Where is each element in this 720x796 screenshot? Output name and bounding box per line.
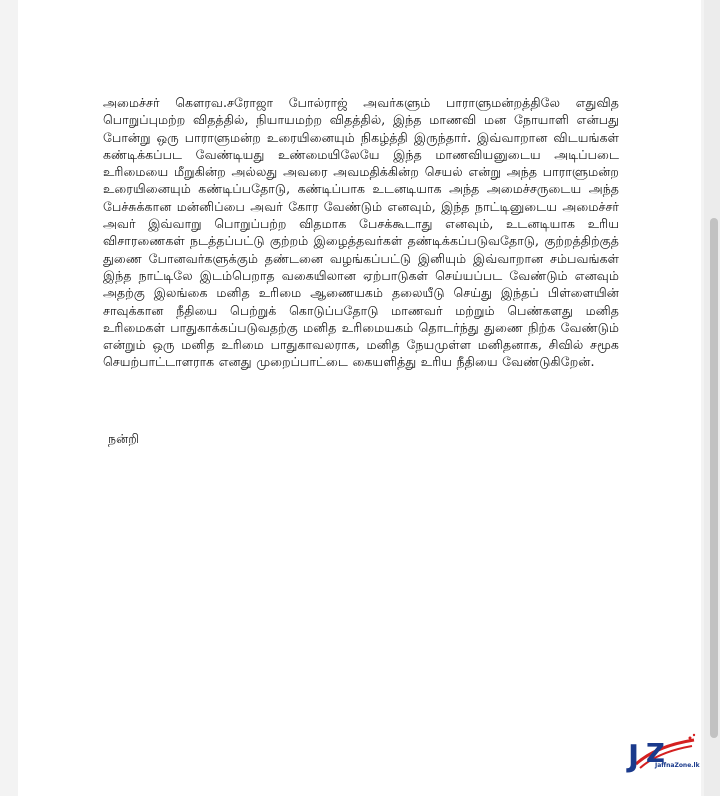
jaffnazone-logo [626, 726, 698, 778]
jaffnazone-logo-mark [626, 726, 698, 778]
scrollbar-thumb[interactable] [710, 218, 718, 738]
svg-text:J: J [628, 739, 640, 774]
letter-body-paragraph: அமைச்சர் கௌரவ.சரோஜா போல்ராஜ் அவர்களும் பாராளுமன்றத்திலே எதுவித பொறுப்புமற்ற விதத்தில், நியாயமற்ற விதத்தில், இந்த மாணவி மன நோயாளி என்பது போன்று ஒரு பாராளுமன்ற உரையினையும் நிகழ்த்தி இருந்தார். இவ்வாறான விடயங்கள் கண்டிக்கப்பட வேண்டியது உண்மையிலேயே இந்த மாணவியனுடைய அடிப்படை உரிமையை மீறுகின்ற அல்லது அவரை அவமதிக்கின்ற செயல் என்று அந்த பாராளுமன்ற உரையினையும் கண்டிப்பதோடு, கண்டிப்பாக உடனடியாக அந்த அமைச்சருடைய அந்த பேச்சுக்கான மன்னிப்பை அவர் கோர வேண்டும் எனவும், இந்த நாட்டினுடைய அமைச்சர் அவர் இவ்வாறு பொறுப்பற்ற விதமாக பேசக்கூடாது எனவும், உடனடியாக உரிய விசாரணைகள் நடத்தப்பட்டு குற்றம் இழைத்தவர்கள் தண்டிக்கப்படுவதோடு, குற்றத்திற்குத் துணை போனவர்களுக்கும் தண்டனை வழங்கப்பட்டு இனியும் இவ்வாறான சம்பவங்கள் இந்த நாட்டிலே இடம்பெறாத வகையிலான ஏற்பாடுகள் செய்யப்பட வேண்டும் எனவும் அதற்கு இலங்கை மனித உரிமை ஆணையகம் தலையீடு செய்து இந்தப் பிள்ளையின் சாவுக்கான நீதியை பெற்றுக் கொடுப்பதோடு மாணவர் மற்றும் பெண்களது மனித உரிமைகள் பாதுகாக்கப்படுவதற்கு மனித உரிமையகம் தொடர்ந்து துணை நிற்க வேண்டும் என்றும் ஒரு மனித உரிமை பாதுகாவலராக, மனித நேயமுள்ள மனிதனாக, சிவில் சமூக செயற்பாட்டாளராக எனது முறைப்பாட்டை கையளித்து உரிய நீதியை வேண்டுகிறேன். [103, 95, 619, 370]
closing-thanks: நன்றி [108, 431, 140, 446]
scrollbar-track[interactable] [704, 0, 720, 796]
watermark-site-text: JaffnaZone.lk [655, 762, 700, 769]
svg-text:Z: Z [646, 739, 665, 769]
